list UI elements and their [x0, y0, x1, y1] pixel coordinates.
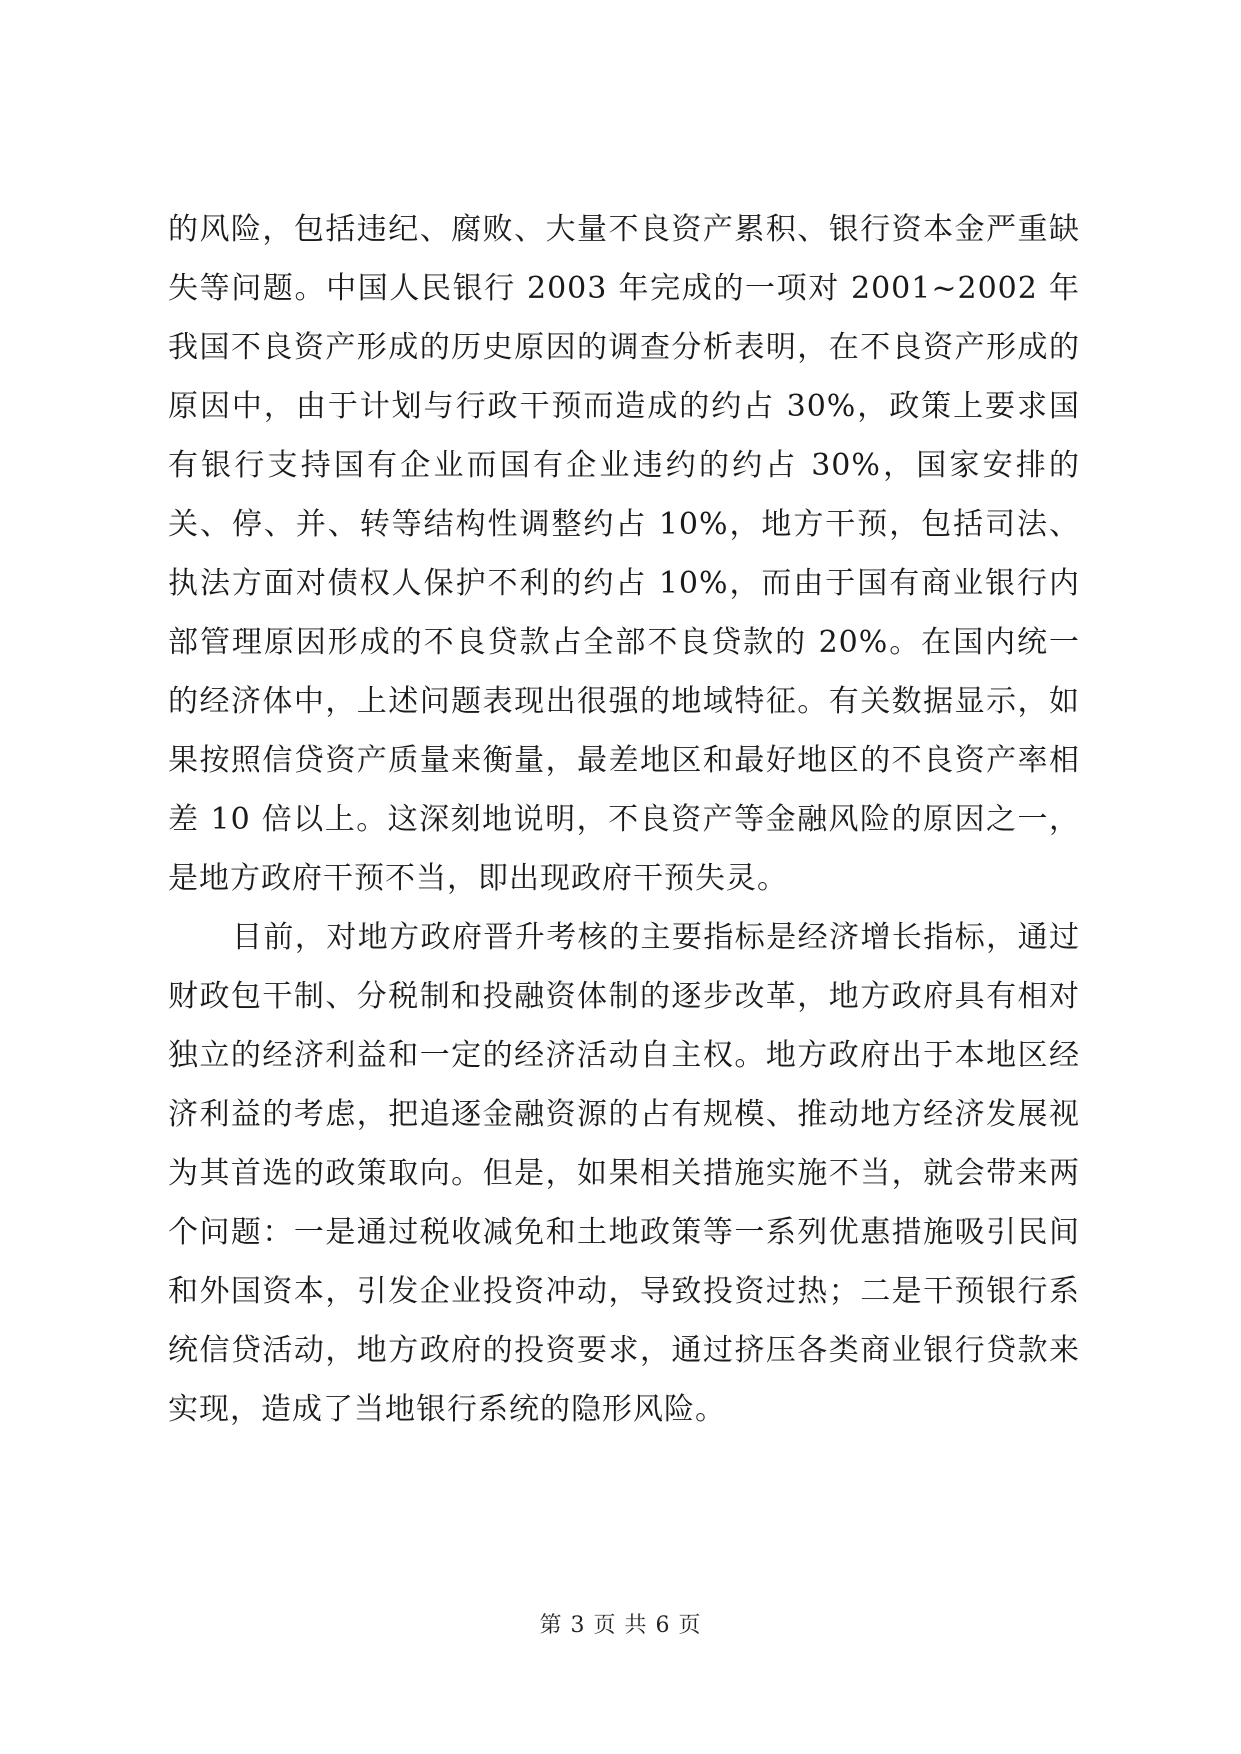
- paragraph-2: 目前，对地方政府晋升考核的主要指标是经济增长指标，通过财政包干制、分税制和投融资体制的逐步改革，地方政府具有相对独立的经济利益和一定的经济活动自主权。地方政府出于本地区经济利益的考虑，把追逐金融资源的占有规模、推动地方经济发展视为其首选的政策取向。但是，如果相关措施实施不当，就会带来两个问题：一是通过税收减免和土地政策等一系列优惠措施吸引民间和外国资本，引发企业投资冲动，导致投资过热；二是干预银行系统信贷活动，地方政府的投资要求，通过挤压各类商业银行贷款来实现，造成了当地银行系统的隐形风险。: [168, 920, 1080, 1427]
- paragraph-1: 的风险，包括违纪、腐败、大量不良资产累积、银行资本金严重缺失等问题。中国人民银行 2003 年完成的一项对 2001~2002 年我国不良资产形成的历史原因的调查分析表明，在不良资产形成的原因中，由于计划与行政干预而造成的约占 30%，政策上要求国有银行支持国有企业而国有企业违约的约占 30%，国家安排的关、停、并、转等结构性调整约占 10%，地方干预，包括司法、执法方面对债权人保护不利的约占 10%，而由于国有商业银行内部管理原因形成的不良贷款占全部不良贷款的 20%。在国内统一的经济体中，上述问题表现出很强的地域特征。有关数据显示，如果按照信贷资产质量来衡量，最差地区和最好地区的不良资产率相差 10 倍以上。这深刻地说明，不良资产等金融风险的原因之一，是地方政府干预不当，即出现政府干预失灵。: [168, 212, 1080, 896]
- document-body: [168, 200, 1080, 1439]
- page-number-footer: 第 3 页 共 6 页: [539, 1613, 702, 1638]
